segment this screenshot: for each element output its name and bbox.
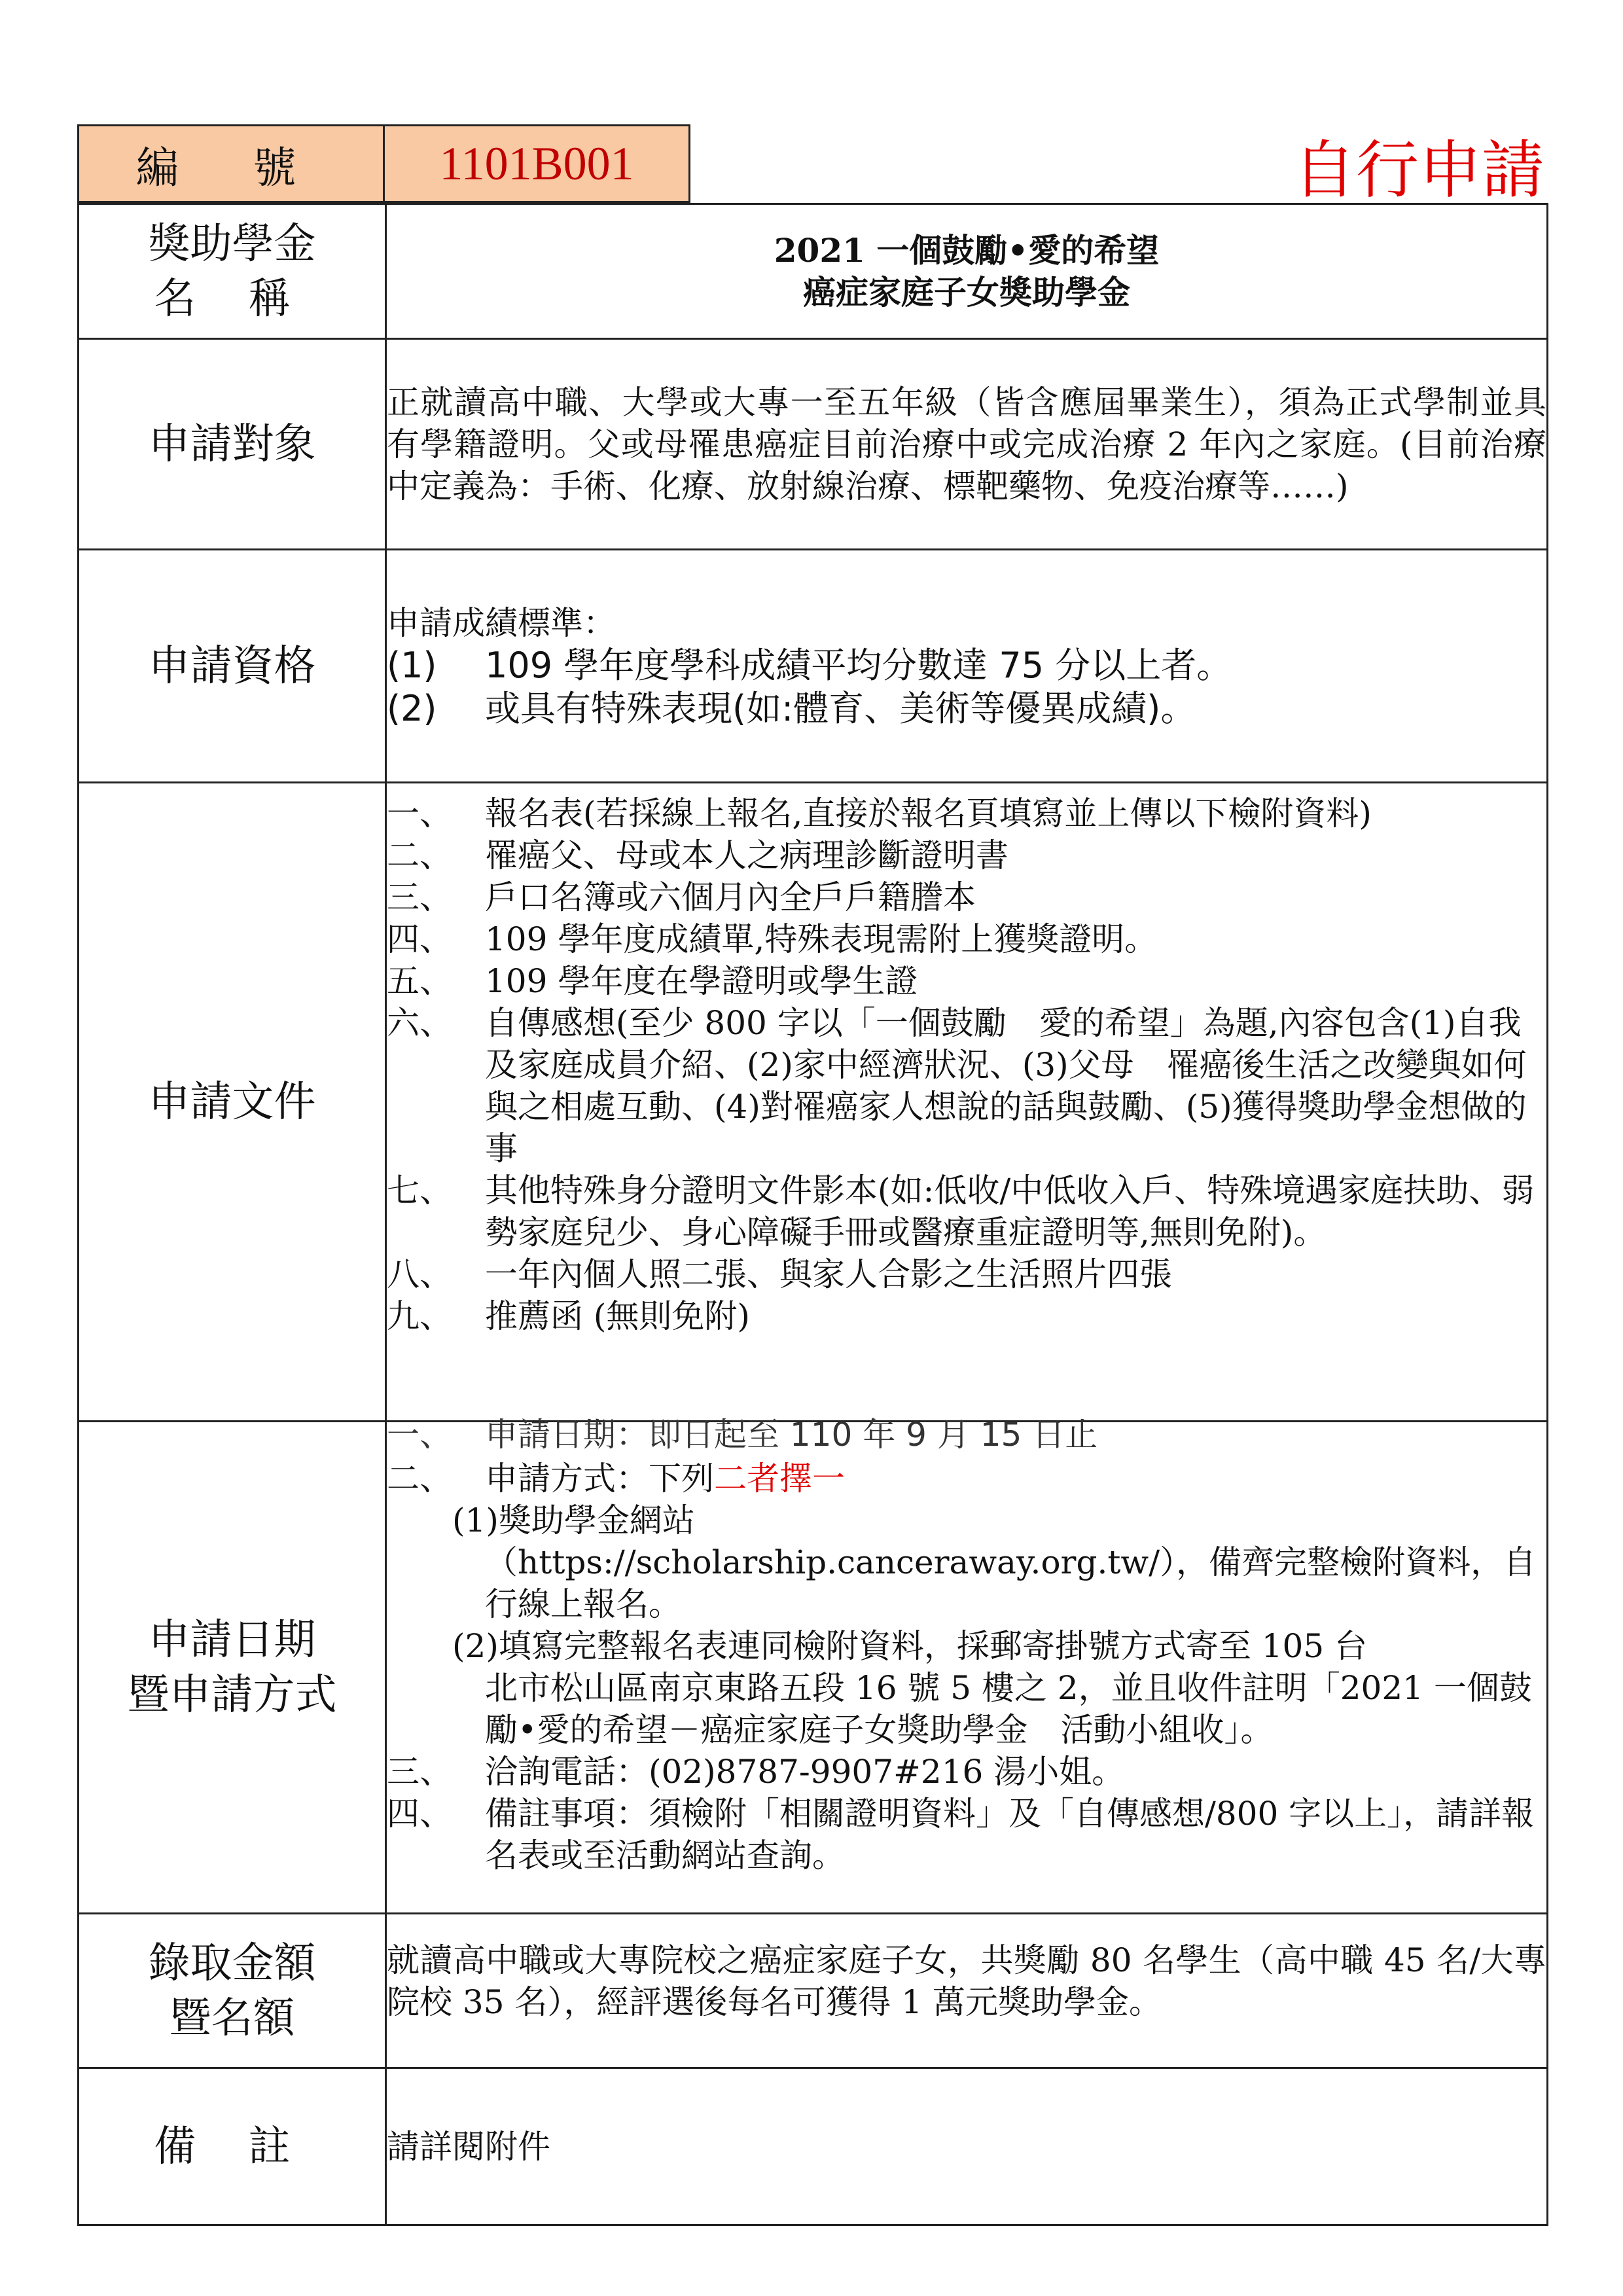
item-text: 報名表(若採線上報名,直接於報名頁填寫並上傳以下檢附資料) [485, 795, 1372, 833]
item-number: 三、 [387, 1753, 452, 1791]
document-item [387, 793, 1546, 834]
label-name [79, 204, 386, 339]
row-amount [79, 1914, 1548, 2068]
contact-item [387, 1751, 1546, 1793]
method-option-1: (1)獎助學金網站 [452, 1501, 695, 1539]
date-item [387, 1416, 1546, 1454]
item-number: 四、 [387, 1795, 452, 1833]
document-item [387, 1002, 1546, 1170]
target-content [386, 339, 1548, 550]
item-number: 六、 [387, 1004, 452, 1042]
method-option-2-detail: 北市松山區南京東路五段 16 號 5 樓之 2，並且收件註明「2021 一個鼓勵•愛的希望－癌症家庭子女獎助學金 活動小組收」。 [485, 1669, 1532, 1749]
label-target: 申請對象 [79, 339, 386, 550]
qualification-intro: 申請成績標準： [387, 603, 616, 642]
row-dates [79, 1422, 1548, 1914]
item-text: 自傳感想(至少 800 字以「一個鼓勵 愛的希望」為題,內容包含(1)自我及家庭成員介紹、(2)家中經濟狀況、(3)父母 罹癌後生活之改變與如何與之相處互動、(4)對罹癌家人想說的話與鼓勵、(5)獲得獎助學金想做的事 [485, 1004, 1527, 1168]
qualification-item [387, 644, 1546, 687]
label-dates-line2: 暨申請方式 [127, 1670, 337, 1719]
method-text: 申請方式：下列 [485, 1460, 714, 1498]
item-text: 其他特殊身分證明文件影本(如:低收/中低收入戶、特殊境遇家庭扶助、弱勢家庭兒少、身心障礙手冊或醫療重症證明等,無則免附)。 [485, 1172, 1535, 1251]
document-item [387, 834, 1546, 876]
item-number: 一、 [387, 795, 452, 833]
method-option-1-detail: （https://scholarship.canceraway.org.tw/），備齊完整檢附資料，自行線上報名。 [485, 1543, 1537, 1623]
method-item [387, 1458, 1546, 1499]
item-text: 罹癌父、母或本人之病理診斷證明書 [485, 836, 1008, 874]
document-item [387, 876, 1546, 918]
target-text: 正就讀高中職、大學或大專一至五年級（皆含應屆畢業生），須為正式學制並具有學籍證明。父或母罹患癌症目前治療中或完成治療 2 年內之家庭。(目前治療中定義為：手術、化療、放射線治療、標靶藥物、免疫治療等……) [387, 383, 1546, 505]
item-text: 洽詢電話：(02)8787-9907#216 湯小姐。 [485, 1753, 1125, 1791]
row-qualification [79, 550, 1548, 783]
label-amount-line1: 錄取金額 [148, 1939, 316, 1988]
item-number: (2) [387, 687, 437, 729]
dates-content [386, 1416, 1548, 1914]
item-text: 109 學年度在學證明或學生證 [485, 962, 918, 1000]
label-name-line2: 名 稱 [154, 274, 310, 323]
title-line1: 2021 一個鼓勵•愛的希望 [774, 230, 1160, 270]
item-number: 二、 [387, 836, 452, 874]
document-item [387, 1253, 1546, 1295]
item-text: 戶口名簿或六個月內全戶戶籍謄本 [485, 878, 976, 916]
item-text: 申請日期：即日起至 110 年 9 月 15 日止 [485, 1416, 1098, 1454]
id-value: 1101B001 [383, 124, 690, 203]
self-apply-stamp: 自行申請 [1293, 133, 1544, 207]
label-dates-line1: 申請日期 [148, 1615, 316, 1664]
remarks-text: 請詳閱附件 [387, 2127, 550, 2166]
documents-content [386, 783, 1548, 1422]
label-amount [79, 1914, 386, 2068]
label-documents: 申請文件 [79, 783, 386, 1422]
label-dates [79, 1422, 386, 1914]
amount-content [386, 1914, 1548, 2068]
document-item [387, 1295, 1546, 1337]
title-line2: 癌症家庭子女獎助學金 [803, 272, 1130, 312]
document-item [387, 1170, 1546, 1253]
amount-text: 就讀高中職或大專院校之癌症家庭子女，共獎勵 80 名學生（高中職 45 名/大專院校 35 名），經評選後每名可獲得 1 萬元獎助學金。 [387, 1941, 1546, 2021]
item-text: 一年內個人照二張、與家人合影之生活照片四張 [485, 1255, 1172, 1293]
item-number: 四、 [387, 920, 452, 958]
item-text: 備註事項：須檢附「相關證明資料」及「自傳感想/800 字以上」，請詳報名表或至活動網站查詢。 [485, 1795, 1535, 1874]
item-text: 推薦函 (無則免附) [485, 1297, 750, 1335]
label-name-line1: 獎助學金 [148, 219, 316, 268]
item-number: 五、 [387, 962, 452, 1000]
item-number: 二、 [387, 1460, 452, 1498]
row-documents [79, 783, 1548, 1422]
method-choose-one: 二者擇一 [714, 1460, 845, 1498]
item-number: (1) [387, 644, 437, 686]
label-amount-line2: 暨名額 [169, 1994, 295, 2043]
scholarship-table [77, 203, 1548, 2226]
remarks-content [386, 2068, 1548, 2225]
method-option-2: (2)填寫完整報名表連同檢附資料，採郵寄掛號方式寄至 105 台 [452, 1627, 1368, 1665]
item-text: 109 學年度成績單,特殊表現需附上獲獎證明。 [485, 920, 1158, 958]
qualification-content [386, 550, 1548, 783]
item-text: 或具有特殊表現(如:體育、美術等優異成績)。 [485, 687, 1196, 729]
document-item [387, 960, 1546, 1002]
note-item [387, 1793, 1546, 1876]
item-number: 三、 [387, 878, 452, 916]
row-remarks [79, 2068, 1548, 2225]
row-target [79, 339, 1548, 550]
item-number: 九、 [387, 1297, 452, 1335]
label-qualification: 申請資格 [79, 550, 386, 783]
item-number: 七、 [387, 1172, 452, 1210]
scholarship-title [386, 204, 1548, 339]
item-number: 八、 [387, 1255, 452, 1293]
row-name [79, 204, 1548, 339]
document-item [387, 918, 1546, 960]
qualification-item [387, 687, 1546, 730]
item-number: 一、 [387, 1416, 452, 1454]
label-remarks: 備 註 [79, 2068, 386, 2225]
item-text: 109 學年度學科成績平均分數達 75 分以上者。 [485, 644, 1232, 686]
id-label: 編 號 [77, 124, 385, 203]
